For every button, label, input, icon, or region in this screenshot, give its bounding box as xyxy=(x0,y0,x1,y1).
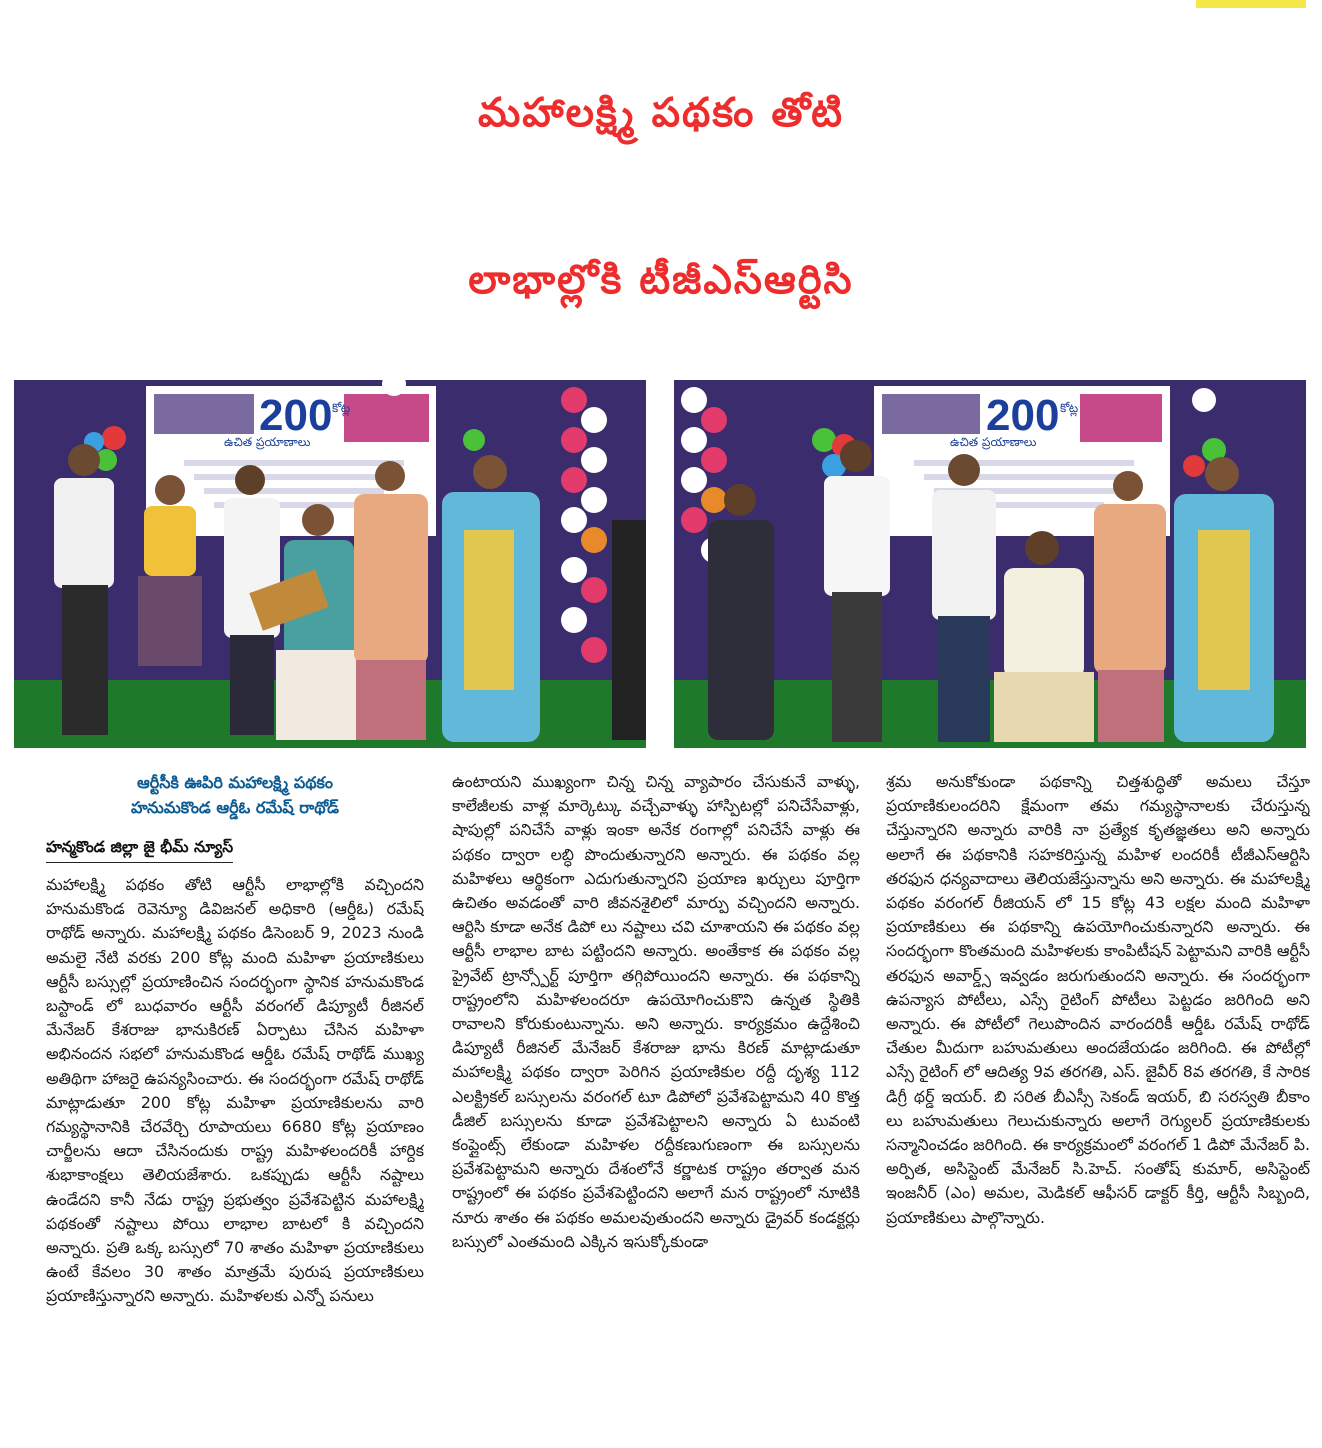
subhead-line-1: ఆర్టీసీకి ఊపిరి మహాలక్ష్మి పథకం xyxy=(137,773,333,792)
banner-caption: ఉచిత ప్రయాణాలు xyxy=(224,435,311,449)
article-column-1 xyxy=(46,770,424,1440)
banner-unit-right: కోట్ల xyxy=(1060,401,1079,415)
photo-left xyxy=(14,380,646,748)
article-column-3 xyxy=(886,770,1310,1440)
dateline: హన్మకొండ జిల్లా జై భీమ్ న్యూస్ xyxy=(46,836,233,863)
headline-line-1: మహాలక్ష్మి పథకం తోటి xyxy=(477,90,845,136)
banner-unit: కోట్ల xyxy=(332,401,351,415)
photo-right xyxy=(674,380,1306,748)
banner-amount-right: 200 xyxy=(986,391,1060,440)
article-column-1-text: మహాలక్ష్మి పథకం తోటి ఆర్టీసీ లాభాల్లోకి వచ్చిందని హనుమకొండ రెవెన్యూ డివిజనల్ అధికారి (ఆర్డీఓ) రమేష్ రాథోడ్ అన్నారు. మహాలక్ష్మి పథకం డిసెంబర్ 9, 2023 నుండి అమలై నేటి వరకు 200 కోట్ల మంది మహిళా ప్రయాణికులు ఆర్టీసీ బస్సుల్లో ప్రయాణించిన సందర్భంగా స్థానిక హనుమకొండ బస్టాండ్ లో బుధవారం ఆర్టీసీ వరంగల్ డిప్యూటీ రీజినల్ మేనేజర్ కేశరాజు భానుకిరణ్ ఏర్పాటు చేసిన మహిళా అభినందన సభలో హనుమకొండ ఆర్డీఓ రమేష్ రాథోడ్ ముఖ్య అతిథిగా హాజరై ఉపన్యసించారు. ఈ సందర్భంగా రమేష్ రాథోడ్ మాట్లాడుతూ 200 కోట్ల మహిళా ప్రయాణికులను వారి గమ్యస్థానానికి చేరవేర్చి రూపాయలు 6680 కోట్ల ప్రయాణం చార్జీలను ఆదా చేసినందుకు రాష్ట్ర మహిళలందరికీ హార్దిక శుభాకాంక్షలు తెలియజేశారు. ఒకప్పుడు ఆర్టీసీ నష్టాలు ఉండేదని కానీ నేడు రాష్ట్ర ప్రభుత్వం ప్రవేశపెట్టిన మహాలక్ష్మి పథకంతో నష్టాలు పోయి లాభాల బాటలో కి వచ్చిందని అన్నారు. ప్రతి ఒక్క బస్సులో 70 శాతం మహిళా ప్రయాణికులు ఉంటే కేవలం 30 శాతం మాత్రమే పురుష ప్రయాణికులు ప్రయాణిస్తున్నారని అన్నారు. మహిళలకు ఎన్నో పనులు xyxy=(46,875,424,1306)
article-column-3-text: శ్రమ అనుకోకుండా పథకాన్ని చిత్తశుద్ధితో అమలు చేస్తూ ప్రయాణికులందరిని క్షేమంగా తమ గమ్యస్థానాలకు చేరుస్తున్న చేస్తున్నారని అన్నారు వారికి నా ప్రత్యేక కృతజ్ఞతలు అని అన్నారు అలాగే ఈ పథకానికి సహకరిస్తున్న మహిళ లందరికీ టీజీఎస్ఆర్టిసి తరఫున ధన్యవాదాలు తెలియజేస్తున్నాను అని అన్నారు. ఈ మహాలక్ష్మి పథకం వరంగల్ రీజియన్ లో 15 కోట్ల 43 లక్షల మంది మహిళా ప్రయాణికులు ఈ పథకాన్ని ఉపయోగించుకున్నారని అన్నారు. ఈ సందర్భంగా కొంతమంది మహిళలకు కాంపిటీషన్ పెట్టామని వారికి ఆర్టీసీ తరఫున అవార్డ్స్ ఇవ్వడం జరుగుతుందని అన్నారు. ఈ సందర్భంగా ఉపన్యాస పోటీలు, ఎస్సే రైటింగ్ పోటీలు పెట్టడం జరిగింది అని అన్నారు. ఈ పోటీలో గెలుపొందిన వారందరికీ ఆర్డీఓ రమేష్ రాథోడ్ చేతుల మీదుగా బహుమతులు అందజేయడం జరిగింది. ఈ పోటీల్లో ఎస్సే రైటింగ్ లో ఆదిత్య 9వ తరగతి, ఎస్. జైవీర్ 8వ తరగతి, కే సారిక డిగ్రీ థర్డ్ ఇయర్. బి సరిత బీఎస్సీ సెకండ్ ఇయర్, బి సరస్వతి బీకాం లు బహుమతులు గెలుచుకున్నారు అలాగే రెగ్యులర్ ప్రయాణికులకు సన్మానించడం జరిగింది. ఈ కార్యక్రమంలో వరంగల్ 1 డిపో మేనేజర్ పి. అర్పిత, అసిస్టెంట్ మేనేజర్ సి.హెచ్. సంతోష్ కుమార్, అసిస్టెంట్ ఇంజనీర్ (ఎం) అమల, మెడికల్ ఆఫీసర్ డాక్టర్ కీర్తి, ఆర్టీసీ సిబ్బంది, ప్రయాణికులు పాల్గొన్నారు. xyxy=(886,772,1310,1227)
headline-line-2: లాభాల్లోకి టీజీఎస్ఆర్టిసి xyxy=(468,257,854,303)
article-column-2 xyxy=(452,770,860,1440)
article-column-2-text: ఉంటాయని ముఖ్యంగా చిన్న చిన్న వ్యాపారం చేసుకునే వాళ్ళు, కాలేజీలకు వాళ్ల మార్కెట్కు వచ్చేవాళ్ళు హాస్పిటల్లో పనిచేసేవాళ్లు, షాపుల్లో పనిచేసే వాళ్లు ఇంకా అనేక రంగాల్లో పనిచేసే వాళ్లు ఈ పథకం ద్వారా లబ్ధి పొందుతున్నారని అన్నారు. ఈ పథకం వల్ల మహిళలు ఆర్థికంగా ఎదుగుతున్నారని ప్రయాణ ఖర్చులు పూర్తిగా ఉచితం అవడంతో వారి జీవనశైలిలో మార్పు వచ్చిందని అన్నారు. ఆర్టిసి కూడా అనేక డిపో లు నష్టాలు చవి చూశాయని ఈ పథకం వల్ల ఆర్టీసీ లాభాల బాట పట్టిందని అన్నారు. అంతేకాక ఈ పథకం వల్ల ప్రైవేట్ ట్రాన్స్పోర్ట్ పూర్తిగా తగ్గిపోయిందని అన్నారు. ఈ పథకాన్ని రాష్ట్రంలోని మహిళలందరూ ఉపయోగించుకొని ఉన్నత స్థితికి రావాలని కోరుకుంటున్నాను. అని అన్నారు. కార్యక్రమం ఉద్దేశించి డిప్యూటీ రీజినల్ మేనేజర్ కేశరాజు భాను కిరణ్ మాట్లాడుతూ మహాలక్ష్మి పథకం ద్వారా పెరిగిన ప్రయాణికుల రద్దీ దృశ్య 112 ఎలక్ట్రికల్ బస్సులను వరంగల్ టూ డిపోలో ప్రవేశపెట్టామని 40 కొత్త డీజిల్ బస్సులను కూడా ప్రవేశపెట్టాలని అన్నారు ఏ టువంటి కంప్లైంట్స్ లేకుండా మహిళల రద్దీకణుగుణంగా ఈ బస్సులను ప్రవేశపెట్టామని అన్నారు దేశంలోనే కర్ణాటక రాష్ట్రం తర్వాత మన రాష్ట్రంలో ఈ పథకం ప్రవేశపెట్టిందని అలాగే మన రాష్ట్రంలో నూటికి నూరు శాతం ఈ పథకం అమలవుతుందని అన్నారు డ్రైవర్ కండక్టర్లు బస్సులో ఎంతమంది ఎక్కిన ఇసుక్కోకుండా xyxy=(452,772,860,1251)
subhead-line-2: హనుమకొండ ఆర్డీఓ రమేష్ రాథోడ్ xyxy=(131,798,339,817)
banner-amount: 200 xyxy=(259,391,333,440)
banner-caption-right: ఉచిత ప్రయాణాలు xyxy=(950,435,1037,449)
corner-tab xyxy=(1196,0,1306,8)
